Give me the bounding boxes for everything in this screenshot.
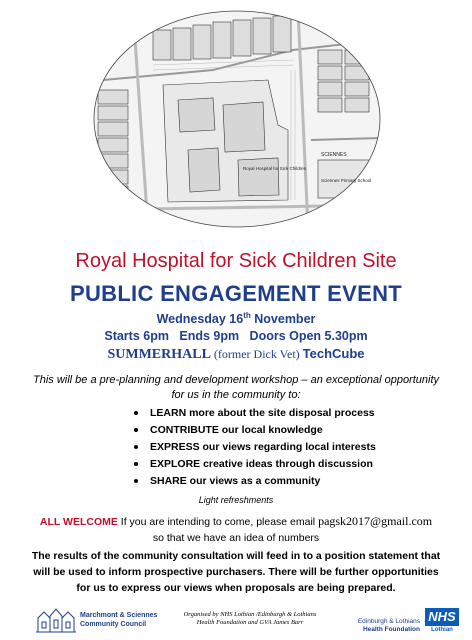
list-item: CONTRIBUTE our local knowledge: [130, 422, 376, 439]
results-paragraph: The results of the community consultation will feed in to a position statement that will be used to inform prospective purchasers. There will be further opportunities for us to express our views when proposals are being prepared.: [31, 550, 441, 594]
welcome-text: If you are intending to come, please email: [117, 516, 319, 528]
welcome-text-2: so that we have an idea of numbers: [152, 532, 320, 544]
council-line-1: Marchmont & Sciennes: [80, 612, 158, 619]
council-line-2: Community Council: [80, 621, 147, 628]
welcome-block: [0, 513, 472, 546]
event-venue: [0, 346, 472, 363]
venue-name: SUMMERHALL: [107, 347, 211, 362]
site-title: Royal Hospital for Sick Children Site: [75, 250, 397, 272]
footer: [0, 602, 472, 638]
ehf-line-1: Edinburgh & Lothians: [357, 618, 420, 625]
date-day: Wednesday 16: [156, 312, 244, 327]
organisers-line-1: Organised by NHS Lothian /Edinburgh & Lothians: [183, 611, 317, 618]
email-link[interactable]: pagsk2017@gmail.com: [318, 514, 433, 528]
nhs-logo: NHS: [425, 608, 459, 626]
all-welcome: ALL WELCOME: [39, 516, 118, 528]
list-item: LEARN more about the site disposal process: [130, 405, 376, 422]
list-item: EXPRESS our views regarding local interests: [130, 439, 376, 456]
council-name: [80, 611, 157, 629]
event-date: [0, 311, 472, 326]
refreshments-note: Light refreshments: [198, 495, 274, 505]
health-foundation-logo: [345, 618, 420, 634]
list-item: EXPLORE creative ideas through discussion: [130, 456, 376, 473]
event-times: Starts 6pm Ends 9pm Doors Open 5.30pm: [104, 329, 368, 343]
organisers: [180, 611, 320, 627]
date-month: November: [250, 312, 316, 327]
bullet-list: [130, 405, 376, 490]
ehf-line-2: Health Foundation: [362, 626, 420, 633]
list-item: SHARE our views as a community: [130, 473, 376, 490]
venue-room: TechCube: [302, 346, 365, 361]
site-map-drawing: [93, 10, 381, 228]
date-ordinal: th: [243, 311, 251, 320]
site-map: [93, 10, 381, 228]
venue-note: (former Dick Vet): [210, 347, 303, 361]
map-label-hospital: Royal Hospital for Sick Children: [243, 166, 307, 171]
nhs-lothian-label: Lothian: [431, 627, 453, 633]
map-label-sciennes: SCIENNES: [321, 152, 347, 158]
council-logo-icon: [36, 606, 76, 634]
intro-text: This will be a pre-planning and development workshop – an exceptional opportunity for us in the community to:: [32, 374, 440, 401]
organisers-line-2: Health Foundation and GVA James Barr: [196, 619, 304, 626]
map-label-school: Sciennes Primary School: [321, 178, 372, 183]
event-title: PUBLIC ENGAGEMENT EVENT: [69, 281, 403, 306]
